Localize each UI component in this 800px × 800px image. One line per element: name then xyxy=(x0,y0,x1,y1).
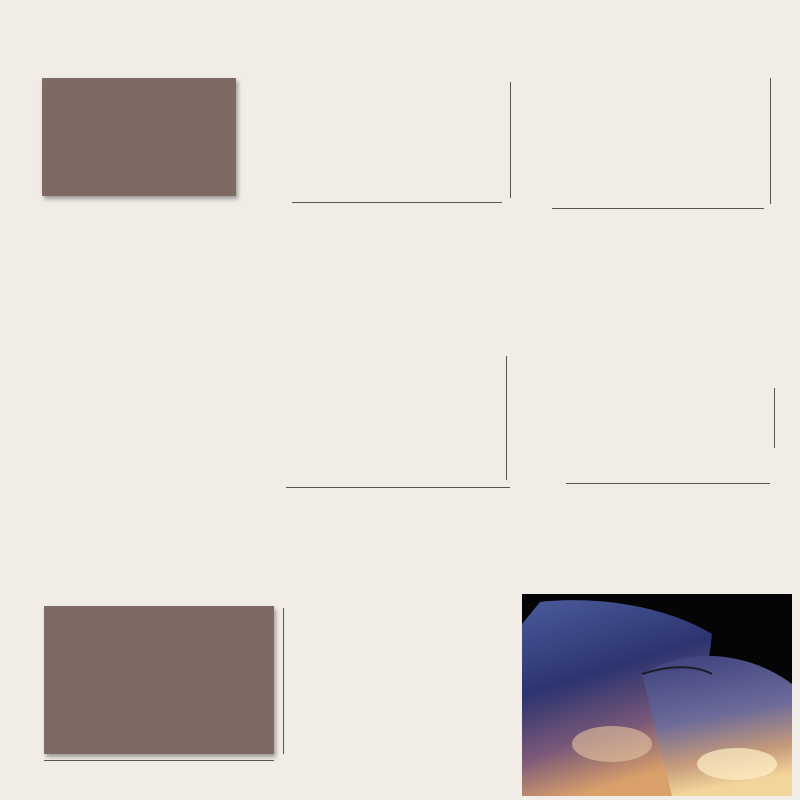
set3-height-line xyxy=(510,82,511,198)
rolled-poster-image xyxy=(522,594,792,796)
glass-panel xyxy=(44,606,274,754)
set5-height-line xyxy=(506,356,507,480)
glass-height-line xyxy=(283,608,284,754)
poster-illustration xyxy=(522,594,792,796)
set5-width-line xyxy=(286,487,510,488)
wrapped-canvas-panel xyxy=(42,78,236,196)
set3-width-line xyxy=(292,202,502,203)
set4-width-line xyxy=(552,208,764,209)
set4-height-line xyxy=(770,78,771,204)
set5mix-width-line xyxy=(566,483,770,484)
glass-width-line xyxy=(44,760,274,761)
set5mix-height-line xyxy=(774,388,775,448)
